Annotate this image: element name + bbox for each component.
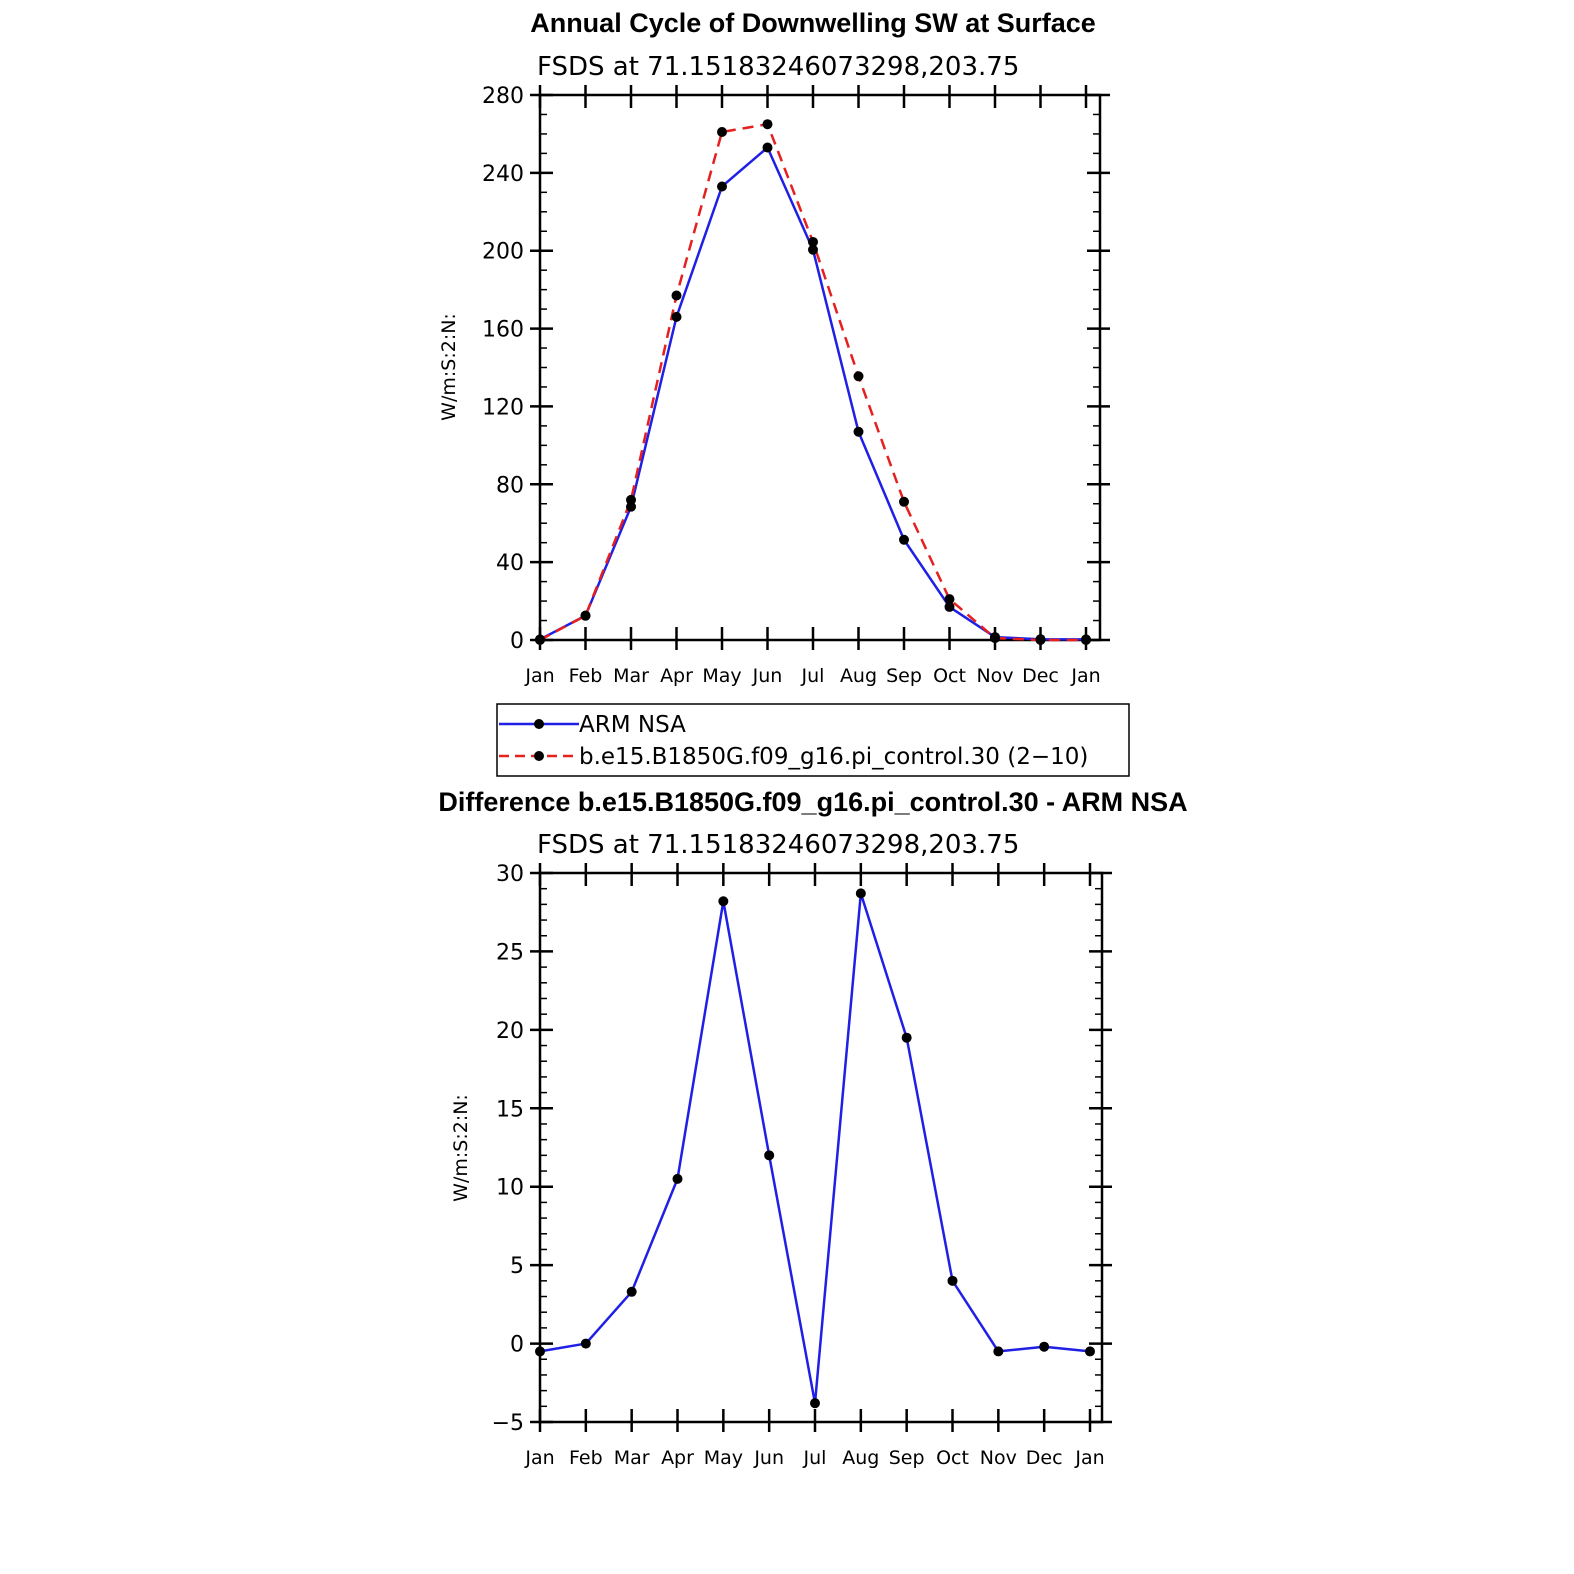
legend-label-model: b.e15.B1850G.f09_g16.pi_control.30 (2−10) bbox=[579, 744, 1089, 770]
x-tick-label: Jun bbox=[754, 1447, 785, 1469]
x-tick-label: Jan bbox=[1075, 1447, 1105, 1469]
y-axis-title: W/m:S:2:N: bbox=[450, 1094, 472, 1202]
data-point-0 bbox=[810, 1398, 820, 1408]
data-point-1 bbox=[581, 611, 591, 621]
data-point-0 bbox=[854, 427, 864, 437]
legend-label-arm-nsa: ARM NSA bbox=[579, 712, 686, 738]
y-tick-label: 40 bbox=[496, 551, 524, 577]
x-tick-label: May bbox=[703, 1447, 743, 1469]
data-point-0 bbox=[993, 1346, 1003, 1356]
x-tick-label: Aug bbox=[842, 1447, 880, 1469]
x-tick-label: May bbox=[702, 665, 742, 687]
data-point-0 bbox=[718, 896, 728, 906]
y-tick-label: 30 bbox=[496, 862, 524, 887]
data-point-1 bbox=[1036, 635, 1046, 645]
data-point-0 bbox=[902, 1033, 912, 1043]
data-point-1 bbox=[1081, 635, 1091, 645]
chart-subtitle: FSDS at 71.15183246073298,203.75 bbox=[537, 52, 1020, 82]
data-point-1 bbox=[990, 633, 1000, 643]
data-point-0 bbox=[581, 1339, 591, 1349]
data-point-0 bbox=[899, 535, 909, 545]
x-tick-label: Jul bbox=[803, 1447, 827, 1469]
annual-cycle-panel bbox=[438, 8, 1110, 687]
x-tick-label: Nov bbox=[976, 665, 1014, 687]
y-tick-label: 80 bbox=[496, 473, 524, 499]
y-tick-label: 15 bbox=[496, 1097, 524, 1123]
x-tick-label: Jan bbox=[525, 665, 555, 687]
y-tick-label: 120 bbox=[482, 395, 524, 421]
y-axis-title: W/m:S:2:N: bbox=[438, 313, 460, 421]
x-tick-label: Oct bbox=[936, 1447, 969, 1469]
x-tick-label: Mar bbox=[613, 1447, 650, 1469]
x-tick-label: Jan bbox=[525, 1447, 555, 1469]
x-tick-label: Nov bbox=[979, 1447, 1017, 1469]
legend bbox=[497, 704, 1129, 776]
series-line-0 bbox=[540, 893, 1090, 1403]
y-tick-label: 25 bbox=[496, 940, 524, 966]
x-tick-label: Dec bbox=[1025, 1447, 1063, 1469]
x-tick-label: Dec bbox=[1022, 665, 1059, 687]
x-tick-label: Apr bbox=[661, 1447, 694, 1469]
data-point-1 bbox=[945, 594, 955, 604]
plot-frame bbox=[540, 95, 1100, 640]
y-tick-label: 0 bbox=[510, 1332, 524, 1358]
data-point-0 bbox=[763, 143, 773, 153]
chart-subtitle: FSDS at 71.15183246073298,203.75 bbox=[537, 830, 1020, 860]
data-point-0 bbox=[627, 1287, 637, 1297]
data-point-0 bbox=[948, 1276, 958, 1286]
chart-title: Difference b.e15.B1850G.f09_g16.pi_control.30 - ARM NSA bbox=[438, 787, 1188, 817]
difference-panel bbox=[438, 787, 1187, 1469]
x-tick-label: Feb bbox=[568, 665, 603, 687]
y-tick-label: 160 bbox=[482, 317, 524, 343]
data-point-0 bbox=[856, 888, 866, 898]
data-point-0 bbox=[672, 312, 682, 322]
legend-marker-model bbox=[534, 751, 544, 761]
x-tick-label: Apr bbox=[660, 665, 693, 687]
x-tick-label: Oct bbox=[933, 665, 966, 687]
y-tick-label: 240 bbox=[482, 161, 524, 187]
data-point-0 bbox=[764, 1150, 774, 1160]
y-tick-label: 10 bbox=[496, 1175, 524, 1201]
data-point-0 bbox=[717, 181, 727, 191]
data-point-1 bbox=[899, 497, 909, 507]
y-tick-label: 5 bbox=[510, 1254, 524, 1280]
x-tick-label: Jul bbox=[801, 665, 825, 687]
data-point-1 bbox=[717, 127, 727, 137]
y-tick-label: −5 bbox=[491, 1411, 524, 1436]
legend-marker-arm-nsa bbox=[534, 719, 544, 729]
data-point-1 bbox=[626, 495, 636, 505]
data-point-0 bbox=[1039, 1342, 1049, 1352]
y-tick-label: 200 bbox=[482, 239, 524, 265]
data-point-0 bbox=[535, 1346, 545, 1356]
x-tick-label: Sep bbox=[886, 665, 922, 687]
x-tick-label: Mar bbox=[613, 665, 649, 687]
y-tick-label: 0 bbox=[510, 629, 524, 654]
x-tick-label: Aug bbox=[839, 665, 878, 687]
x-tick-label: Jan bbox=[1071, 665, 1101, 687]
data-point-0 bbox=[673, 1174, 683, 1184]
y-tick-label: 20 bbox=[496, 1018, 524, 1044]
y-tick-label: 280 bbox=[482, 84, 524, 109]
series-line-0 bbox=[540, 148, 1086, 640]
x-tick-label: Sep bbox=[888, 1447, 925, 1469]
x-tick-label: Feb bbox=[569, 1447, 603, 1469]
data-point-1 bbox=[854, 371, 864, 381]
chart-title: Annual Cycle of Downwelling SW at Surface bbox=[530, 8, 1096, 38]
x-tick-label: Jun bbox=[752, 665, 783, 687]
data-point-1 bbox=[763, 119, 773, 129]
data-point-1 bbox=[535, 635, 545, 645]
data-point-1 bbox=[808, 237, 818, 247]
data-point-1 bbox=[672, 290, 682, 300]
series-line-1 bbox=[540, 124, 1086, 640]
data-point-0 bbox=[1085, 1346, 1095, 1356]
